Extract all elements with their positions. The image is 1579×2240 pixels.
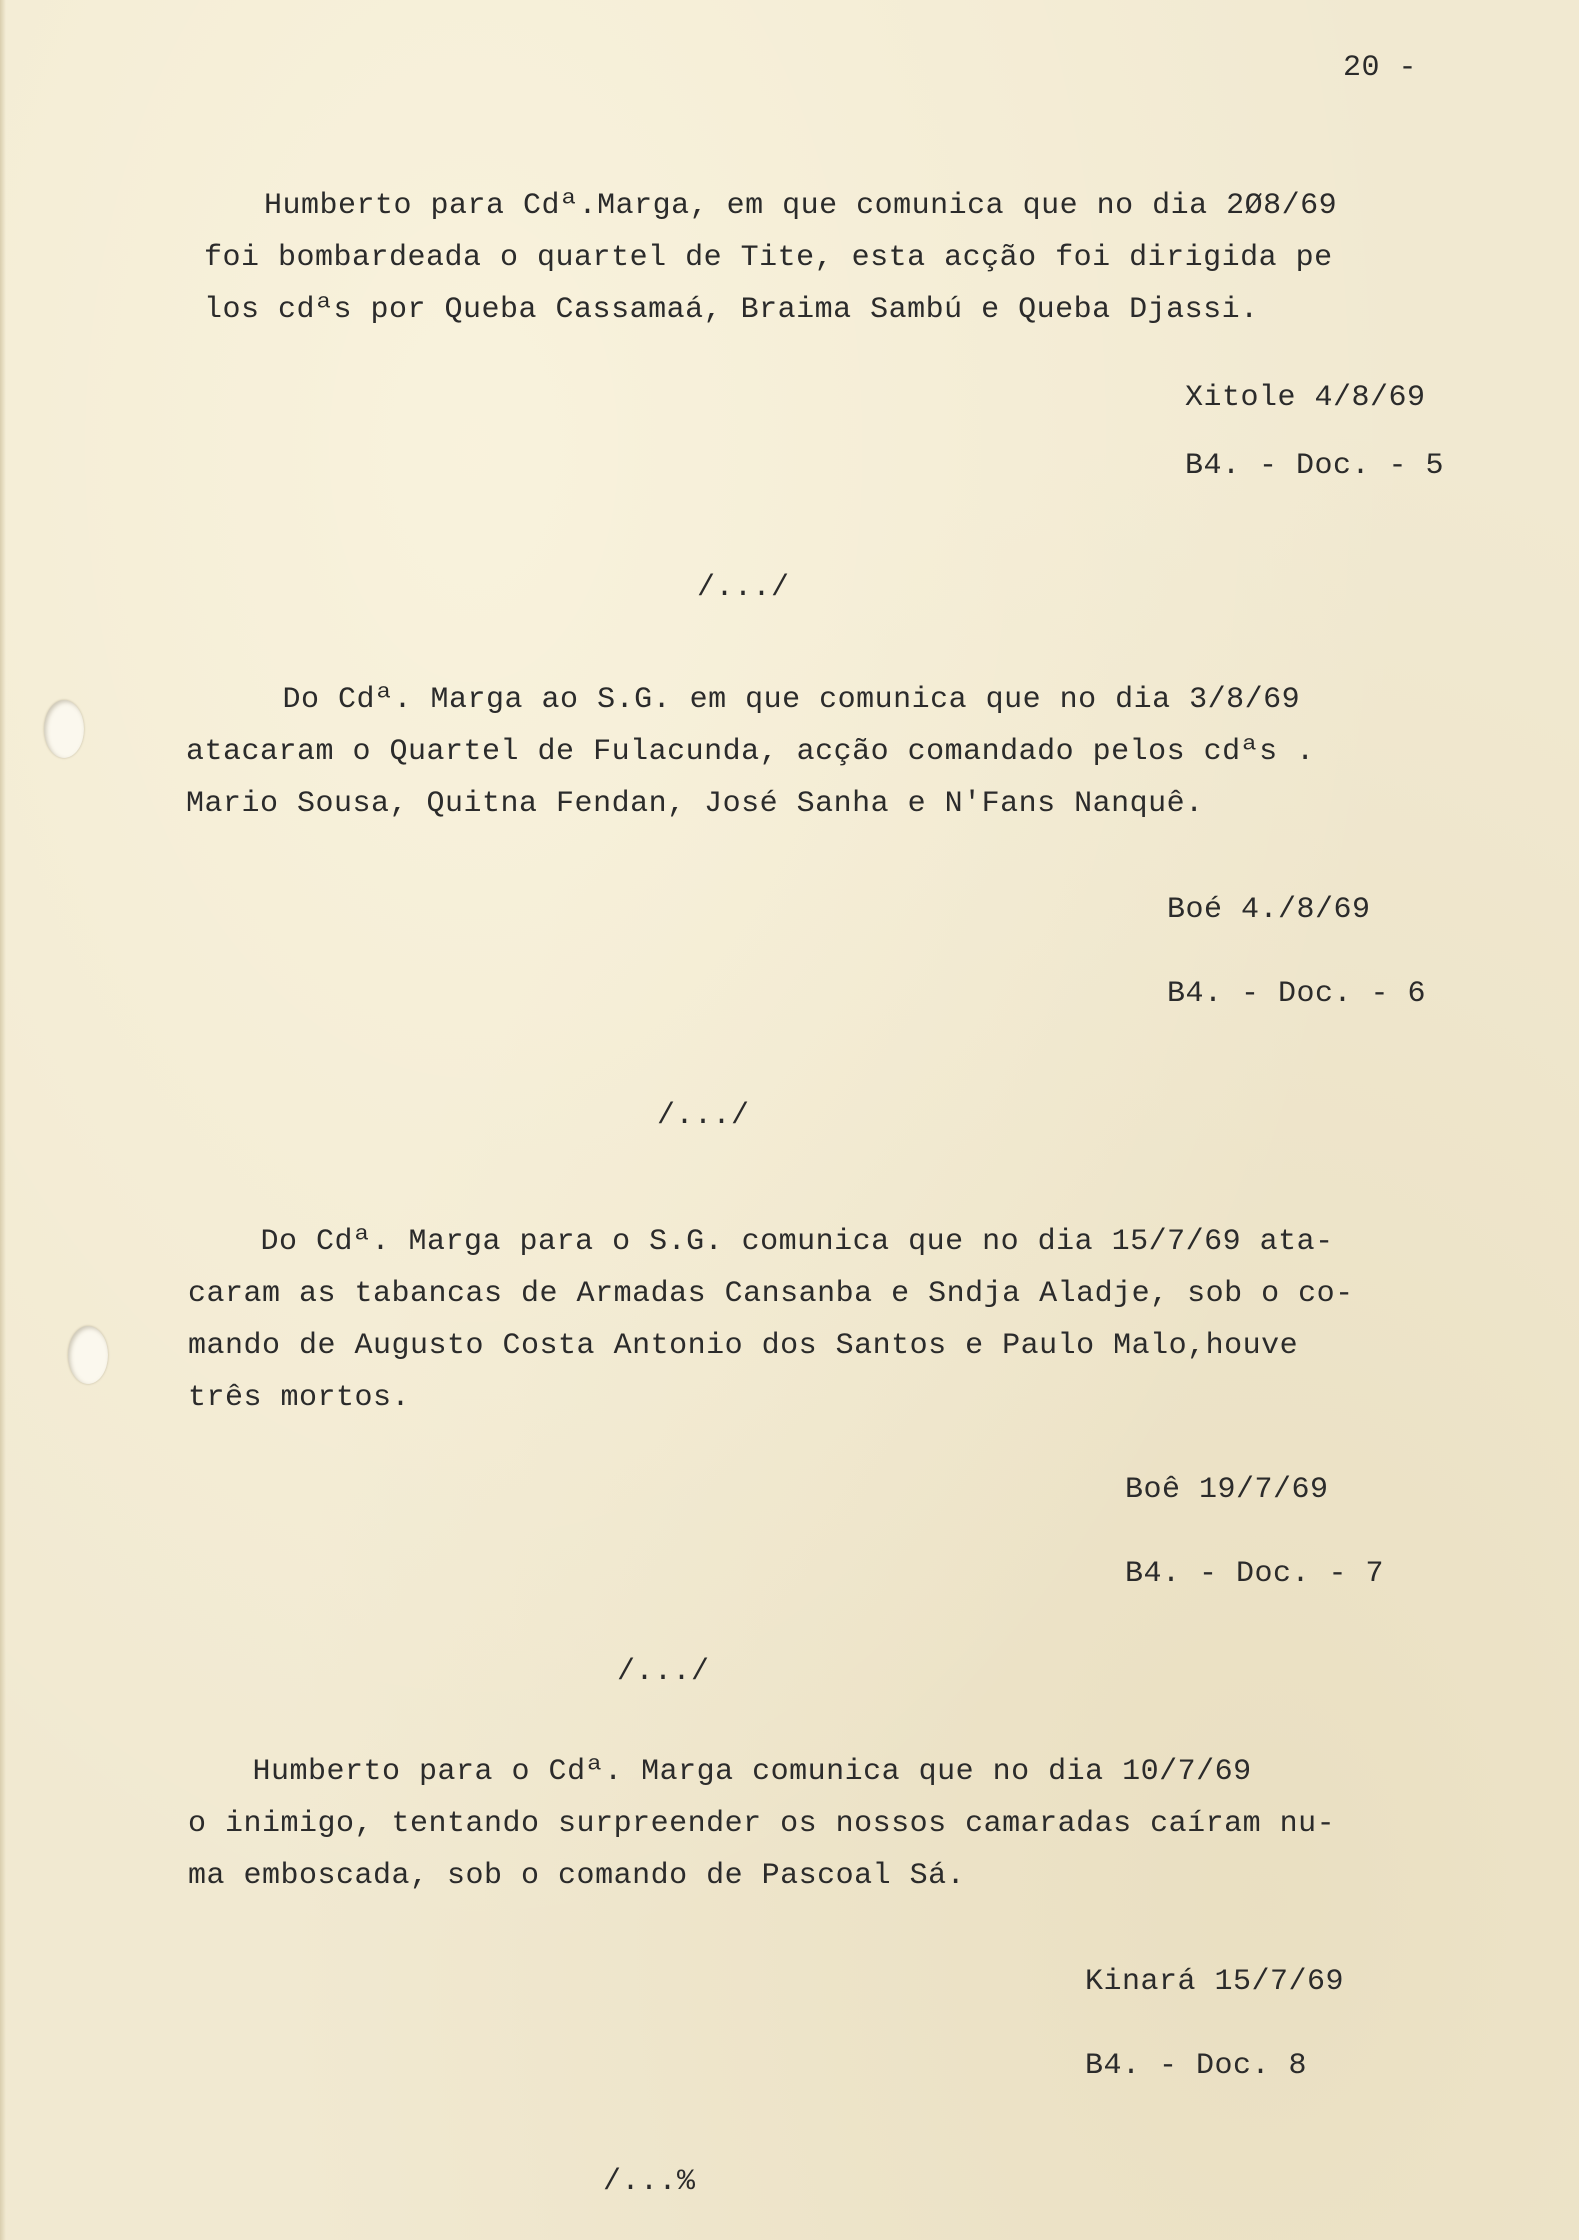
page-number: 20 -	[1343, 51, 1418, 85]
entry-4-line-1: Humberto para o Cdª. Marga comunica que no dia 10/7/69	[160, 1755, 1252, 1789]
entry-2-doc-ref: B4. - Doc. - 6	[1167, 977, 1427, 1011]
entry-4-line-2: o inimigo, tentando surpreender os nossos camaradas caíram nu-	[188, 1807, 1336, 1841]
entry-4-separator: /...%	[603, 2165, 696, 2199]
entry-2-separator: /.../	[657, 1099, 750, 1133]
entry-3-doc-ref: B4. - Doc. - 7	[1125, 1557, 1385, 1591]
entry-3-line-3: mando de Augusto Costa Antonio dos Santos e Paulo Malo,houve	[188, 1329, 1299, 1363]
entry-3-place-date: Boê 19/7/69	[1125, 1473, 1329, 1507]
entry-3-separator: /.../	[617, 1655, 710, 1689]
entry-1-line-1: Humberto para Cdª.Marga, em que comunica que no dia 2Ø8/69	[190, 189, 1338, 223]
entry-1-line-2: foi bombardeada o quartel de Tite, esta acção foi dirigida pe	[204, 241, 1333, 275]
entry-1-separator: /.../	[697, 571, 790, 605]
punch-hole-top	[44, 700, 84, 758]
paper-edge-shadow	[0, 0, 6, 2240]
entry-2-line-1: Do Cdª. Marga ao S.G. em que comunica que no dia 3/8/69	[190, 683, 1301, 717]
entry-2-line-3: Mario Sousa, Quitna Fendan, José Sanha e N'Fans Nanquê.	[186, 787, 1204, 821]
entry-2-place-date: Boé 4./8/69	[1167, 893, 1371, 927]
entry-4-place-date: Kinará 15/7/69	[1085, 1965, 1345, 1999]
entry-3-line-2: caram as tabancas de Armadas Cansanba e Sndja Aladje, sob o co-	[188, 1277, 1354, 1311]
entry-4-doc-ref: B4. - Doc. 8	[1085, 2049, 1308, 2083]
entry-3-line-4: três mortos.	[188, 1381, 411, 1415]
entry-2-line-2: atacaram o Quartel de Fulacunda, acção comandado pelos cdªs .	[186, 735, 1315, 769]
punch-hole-bottom	[68, 1326, 108, 1384]
entry-1-place-date: Xitole 4/8/69	[1185, 381, 1426, 415]
entry-4-line-3: ma emboscada, sob o comando de Pascoal Sá.	[188, 1859, 966, 1893]
entry-1-doc-ref: B4. - Doc. - 5	[1185, 449, 1445, 483]
entry-1-line-3: los cdªs por Queba Cassamaá, Braima Sambú e Queba Djassi.	[204, 293, 1259, 327]
entry-3-line-1: Do Cdª. Marga para o S.G. comunica que no dia 15/7/69 ata-	[168, 1225, 1334, 1259]
